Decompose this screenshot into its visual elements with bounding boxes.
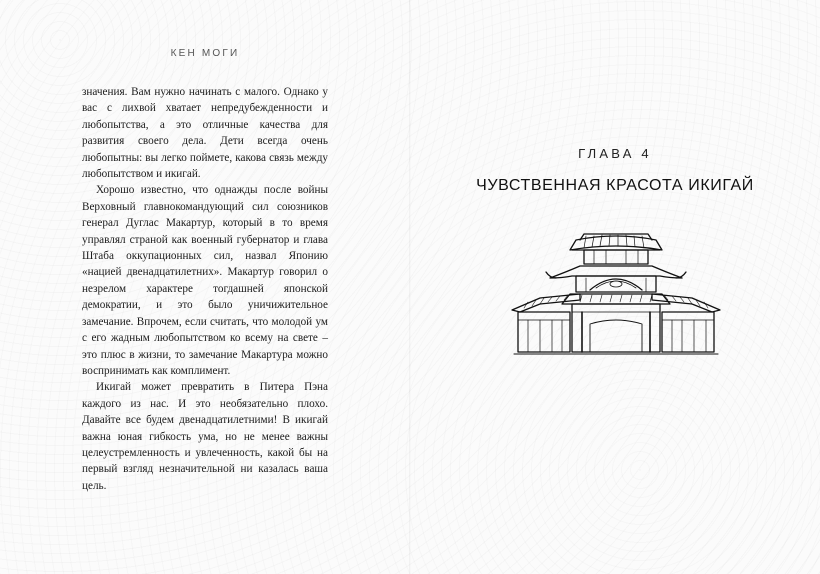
temple-gate-illustration bbox=[510, 228, 722, 378]
running-head: КЕН МОГИ bbox=[170, 48, 240, 59]
paragraph-2: Хорошо известно, что однажды после войны Верховный главнокомандующий сил союзников генерал Дуглас Макартур, который в то время управлял страной как военный губернатор и глава Штаба оккупационных сил, назвал Японию «нацией двенадцатилетних». Макартур говорил о незрелом характере тогдашней японской демократии, и это было уничижительное замечание. Впрочем, если считать, что молодой ум с его жадным любопытством ко всему на свете – это плюс в жизни, то замечание Макартура можно воспринимать как комплимент. bbox=[82, 184, 328, 377]
paragraph-1: значения. Вам нужно начинать с малого. Однако у вас с лихвой хватает непредубежденности и любопытства, а это отличные качества для развития своего дела. Дети всегда очень любопытны: вы легко поймете, какова связь между любопытством и икигай. bbox=[82, 86, 328, 181]
chapter-label: ГЛАВА 4 bbox=[578, 146, 652, 161]
right-page bbox=[410, 0, 820, 574]
chapter-title: ЧУВСТВЕННАЯ КРАСОТА ИКИГАЙ bbox=[476, 177, 754, 194]
paragraph-3: Икигай может превратить в Питера Пэна каждого из нас. И это необязательно плохо. Давайте все будем двенадцатилетними! В икигай важна юная гибкость ума, но не менее важны целеустремленность и увлеченность, какой бы на первый взгляд незначительной ни казалась ваша цель. bbox=[82, 381, 328, 492]
body-text bbox=[82, 84, 328, 494]
